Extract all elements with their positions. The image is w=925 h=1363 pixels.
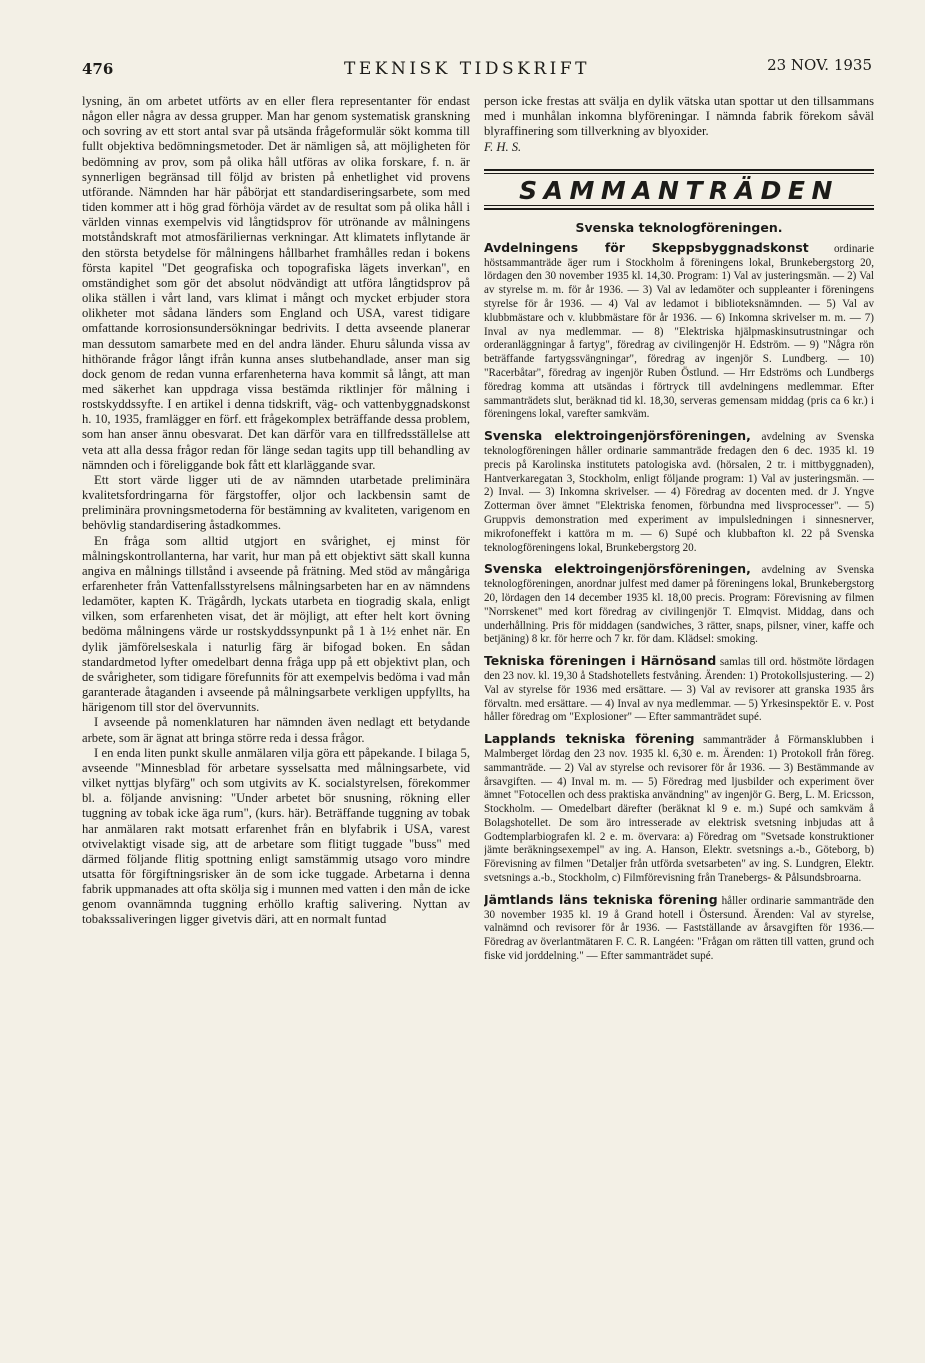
article-paragraph: En fråga som alltid utgjort en svårighet, ej minst för målningskontrollanterna, har varit, hur man på ett objektivt sätt skall kunna angiva en målnings tillstånd i avseende på frätning. Med stöd av mångåriga erfarenheter från Vattenfallsstyrelsens målningsarbeten har en av nämndens ledamöter, kapten K. Trägårdh, lyckats utarbeta en tiogradig skala, enligt vilken, som erfarenheten visat, det är möjligt, att efter helt kort övning bedöma målningens värde ur rostskyddssynpunkt på 1 à 1½ enhet när. En dylik jämförelseskala i naturlig färg är bifogad boken. En sådan standardmetod lyfter omedelbart denna fråga upp på ett objektivt plan, och de svårigheter, som tidigare förefunnits för att exempelvis bedöma i vad mån garanterade åtaganden i avseende på målningsarbete verkligen uppfyllts, ha härigenom till stor del övervunnits. <box>82 533 470 715</box>
author-signature: F. H. S. <box>484 139 522 154</box>
entry-text: håller ordinarie sammanträde den 30 november 1935 kl. 19 å Grand hotell i Östersund. Ärenden: Val av styrelse, valnämnd och revisorer för år 1936. — Fastställande av årsavgiften för 1936.— Föredrag av överlantmätaren F. C. R. Langéen: "Frågan om rätten till vatten, grund och fiske vid jorddelning." — Efter sammanträdet supé. <box>484 894 874 963</box>
article-continuation <box>484 94 874 155</box>
entry-lead: Avdelningens för Skeppsbyggnadskonst <box>484 239 809 255</box>
journal-title: TEKNISK TIDSKRIFT <box>344 59 590 79</box>
entry-text: sammanträder å Förmansklubben i Malmberget lördag den 23 nov. 1935 kl. 6,30 e. m. Ärenden: 1) Protokoll från föreg. sammanträde. — 2) Val av styrelse och revisorer för år 1936. — 3) Bestämmande av årsavgiften. — 4) Inval m. m. — 5) Föredrag med ljusbilder och experiment över ämnet "Fotocellen och dess praktiska användning" av ingenjör G. Berg, L. M. Ericsson, Stockholm. — Omedelbart därefter (beräknat kl 9 e. m.) Supé och samkväm å Bolagshotellet. De som äro intresserade av elektrisk svetsning inbjudas att å Godtemplarbiografen kl. 2 e. m. övervara: a) Föredrag om "Svetsade konstruktioner jämte beräkningsexempel" av ing. A. Hanson, Elektr. svetsnings a.-b., Göteborg, b) Förevisning av filmen "Detaljer från utförda svetsarbeten" av ing. S. Lundgren, Elektr. svetsnings a.-b., Stockholm, c) Filmförevisning från Tranebergs- & Pålsundsbroarna. <box>484 734 874 885</box>
entry-text: avdelning av Svenska teknologföreningen, anordnar julfest med damer på föreningens lokal, Brunkebergstorg 20, lördagen den 14 december 1935 kl. 18,00 precis. Program: Förevisning av filmen "Norrskenet" med kort föredrag av civilingenjör T. Elmqvist. Middag, dans och underhållning. Pris för middagen (sandwiches, 3 rätter, snaps, pilsner, viner, kaffe och betjäning) 8 kr. för herre och 7 kr. för dam. Klädsel: smoking. <box>484 564 874 646</box>
meeting-entry <box>484 654 874 725</box>
entry-text: ordinarie höstsammanträde äger rum i Stockholm å föreningens lokal, Brunkebergstorg 20, lördagen den 30 november 1935 kl. 14,30. Program: 1) Val av justeringsmän. — 2) Val av styrelse m. m. för år 1936. — 3) Val av ledamöter och suppleanter i föreningens styrelse för år 1936. — 4) Val av ledamot i biblioteksnämnden. — 5) Val av klubbmästare och v. klubbmästare för år 1936. — 6) Inkomna skrivelser m. m. — 7) Inval av nya medlemmar. — 8) "Elektriska hjälpmaskinsutrustningar och orderanläggningar å fartyg", föredrag av civilingenjör H. Edström. — 9) "Några rön beträffande fartygssvängningar", föredrag av ingenjör S. Lundberg. — 10) "Racerbåtar", föredrag av ingenjör Ruben Östlund. — Hrr Edströms och Lundbergs föredrag komma att utsändas i förtryck till avdelningens medlemmar. Efter sammanträdets slut, beräknad tid kl. 18,30, serveras gemensam middag (pris ca 6 kr.) i föreningens lokal, varefter samkväm. <box>484 242 874 421</box>
entry-text: samlas till ord. höstmöte lördagen den 23 nov. kl. 19,30 å Stadshotellets festvåning. Ärenden: 1) Protokollsjustering. — 2) Val av styrelse för 1936 med ersättare. — 3) Val av revisorer att granska 1935 års förvaltn. med ersättare. — 4) Inval av nya medlemmar. — 5) Yrkesinspektör E. v. Post håller föredrag om "Explosioner" — Efter sammanträdet supé. <box>484 656 874 724</box>
meeting-entry <box>484 562 874 647</box>
article-paragraph: I avseende på nomenklaturen har nämnden även nedlagt ett betydande arbete, som är ägnat att bringa större reda i dessa frågor. <box>82 715 470 745</box>
continuation-paragraph: person icke frestas att svälja en dylik vätska utan spottar ut den tillsammans med i munhålan inkomna blyföreningar. I nämnda fabrik förekom såväl blyraffinering som tillverkning av blyoxider. <box>484 94 874 139</box>
right-column <box>484 94 874 1314</box>
meeting-entry <box>484 732 874 886</box>
organization-heading: Svenska teknologföreningen. <box>575 219 783 235</box>
article-paragraph: I en enda liten punkt skulle anmälaren vilja göra ett påpekande. I bilaga 5, avseende "Minnesblad för arbetare sysselsatta med målningsarbete, vid vilket nyttjas blyfärg" och som utgivits av K. socialstyrelsen, förekommer bl. a. följande anvisning: "Under arbetet bör snusning, rökning eller tuggning av tobak icke äga rum", (kurs. här). Beträffande tuggning av tobak har anmälaren rakt motsatt erfarenhet från en blyfabrik i USA, varest otvivelaktigt visade sig, att de arbetare som flitigt tuggade "buss" med därmed följande flitig spottning enligt samstämmig utsago voro mindre utsatta för förgiftningsrisker än de som icke tuggade. Arbetarna i denna fabrik uppmanades att ofta skölja sig i munnen med vatten i den mån de icke genom ovannämnda tuggning erhöllo kraftig salivering. Nyttan av tobakssaliveringen ligger givetvis däri, att en normalt funtad <box>82 745 470 927</box>
entry-text: avdelning av Svenska teknologföreningen håller ordinarie sammanträde fredagen den 6 dec. 1935 kl. 19 precis på Karolinska institutets patologiska avd. (hörsalen, 2 tr. i mittbyggnaden), Hantverkaregatan 3, Stockholm, enligt följande program: 1) Val av justeringsmän. — 2) Inval. — 3) Inkomna skrivelser. — 4) Föredrag av docenten med. dr J. Yngve Zotterman över ämnet "Elektriska fenomen, förbundna med livsprocesser". — 5) Gruppvis demonstration med experiment av impulsledningen i sinnesnerver, mikrofoneffekt i kattöra m m. — 6) Supé och klubbafton kl. 22 på Svenska teknologföreningens lokal, Brunkebergstorg 20. <box>484 431 874 554</box>
issue-date: 23 NOV. 1935 <box>767 56 872 74</box>
article-paragraph: lysning, än om arbetet utförts av en eller flera representanter för endast någon eller några av dessa grupper. Man har genom systematisk granskning och sovring av ett stort antal svar på utsända frågeformulär sökt komma till fullt objektiva bedömningsmetoder. Det är nämligen så, att möjligheten för bedömning av prov, som på olika håll utföras av olika forskare, f. n. är synnerligen begränsad till följd av bristen på enhetlighet vid provens utförande. Nämnden har här påbörjat ett standardiseringsarbete, som med tiden kommer att i hög grad förhöja värdet av de resultat som på olika håll i världen vinnas exempelvis vid långtidsprov för utrönande av målningens motståndskraft mot atmosfäriliernas verkningar. Att klimatets inflytande är den största betydelse för målningens hållbarhet framhålles redan i bokens första kapitel "Det geografiska och topografiska lägets inverkan", en omständighet som gör det absolut nödvändigt att utföra långtidsprov på olika ställen i vårt land, vars klimat i mångt och mycket erbjuder stora olikheter mot sådana länders som England och USA, varest tidigare omfattande korrosionsundersökningar bedrivits. I detta avseende planerar man dessutom samarbete med en del andra länder. Ehuru sålunda vissa av hithörande frågor långt ifrån kunna anses slutbehandlade, anser man sig dock genom de redan vunna erfarenheterna hava kommit så långt, att man med säkerhet kan uppdraga vissa bestämda riktlinjer för målning i rostskyddssyfte. I en artikel i denna tidskrift, väg- och vattenbyggnadskonst h. 10, 1935, framlägger en förf. ett frågekomplex beträffande dessa problem, som han anser ännu obesvarat. Det kan därför vara en tillfredsställelse att veta att alla dessa frågor redan för länge sedan tagits upp till behandling av nämnden och i föreliggande bok fått ett klarläggande svar. <box>82 94 470 472</box>
running-header <box>82 56 872 84</box>
meeting-entry <box>484 241 874 422</box>
section-title: SAMMANTRÄDEN <box>519 175 839 205</box>
section-heading-box <box>484 169 874 210</box>
entry-lead: Jämtlands läns tekniska förening <box>484 891 718 907</box>
entry-lead: Lapplands tekniska förening <box>484 731 695 747</box>
entry-lead: Svenska elektroingenjörsföreningen, <box>484 428 751 444</box>
meeting-entry <box>484 429 874 555</box>
entry-lead: Svenska elektroingenjörsföreningen, <box>484 561 751 577</box>
left-column <box>82 94 470 1314</box>
entry-lead: Tekniska föreningen i Härnösand <box>484 653 717 669</box>
article-paragraph: Ett stort värde ligger uti de av nämnden utarbetade preliminära kvalitetsfordringarna för färgstoffer, oljor och lackbensin samt de preliminära provningsmetoderna för bestämning av kvaliteten, varigenom en behövlig standardisering åstadkommes. <box>82 472 470 533</box>
meeting-entry <box>484 893 874 964</box>
page-number: 476 <box>82 60 114 78</box>
